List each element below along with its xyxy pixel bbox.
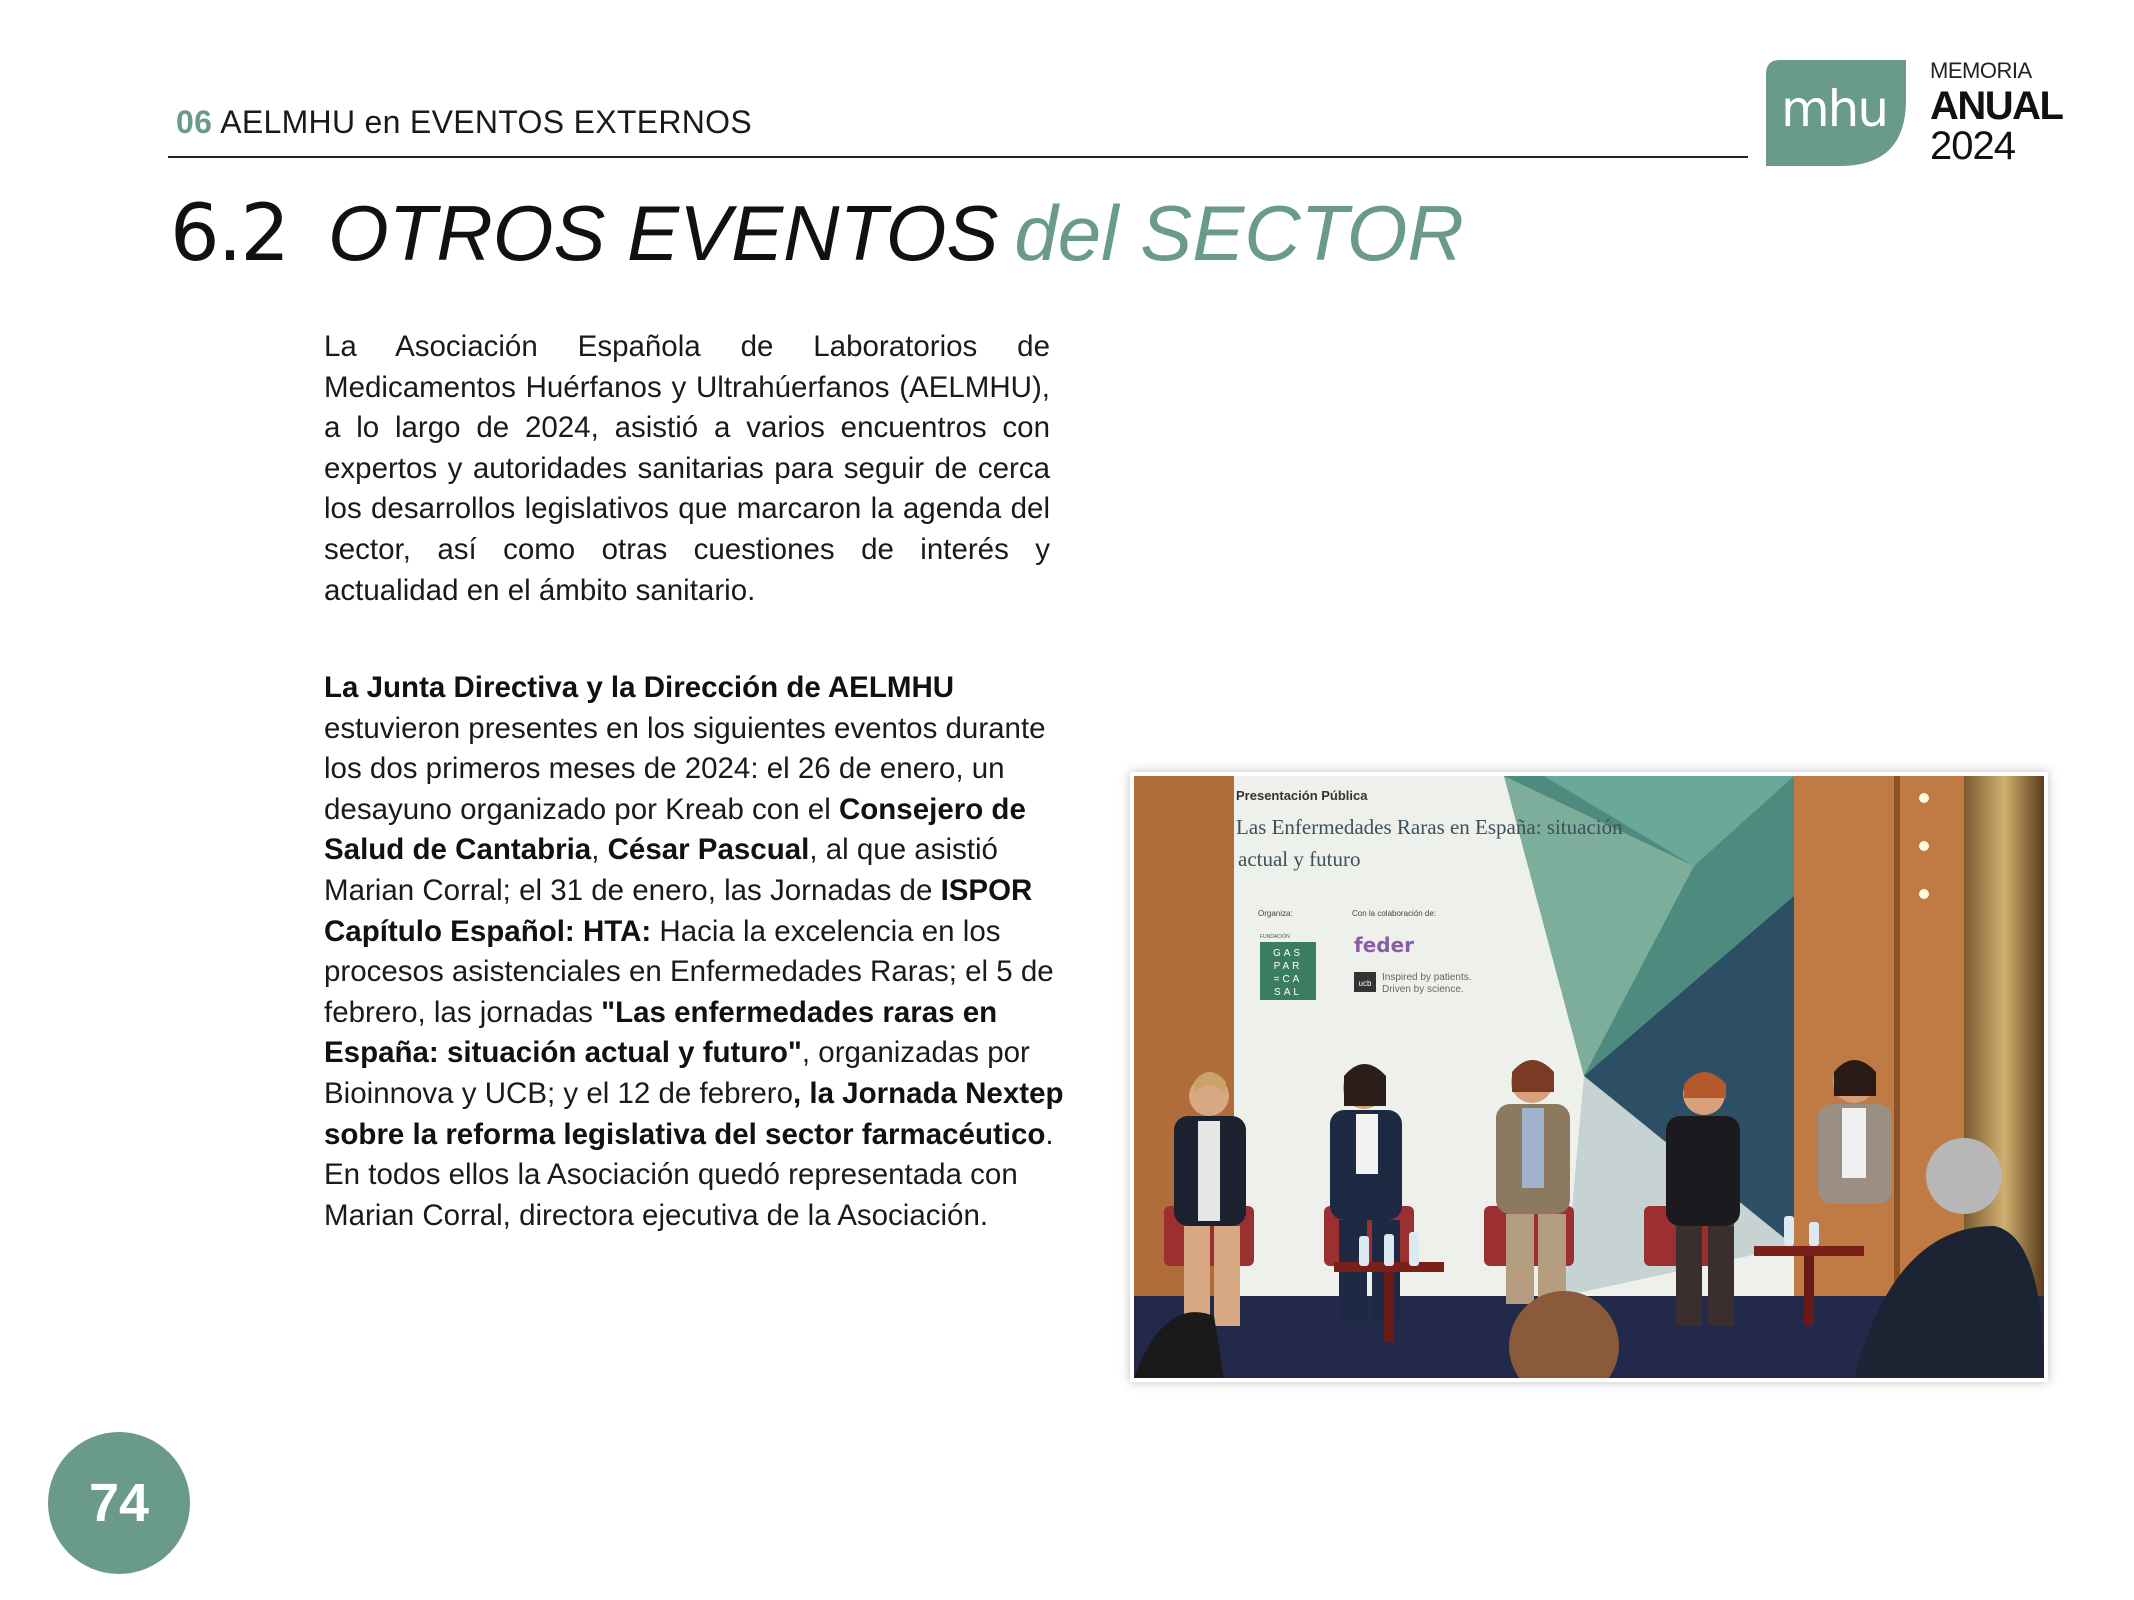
report-brand (1930, 60, 2062, 166)
logo-text: mhu (1780, 80, 1888, 138)
brand-anual: ANUAL (1930, 84, 2063, 128)
events-paragraph (324, 668, 1064, 1236)
body-text: , organizadas por Bioinnova y UCB; y el 12 de febrero (324, 1036, 1030, 1110)
title-part-2: del SECTOR (1014, 189, 1464, 277)
event-photo (1134, 776, 2044, 1378)
colab-label: Con la colaboración de: (1352, 909, 1437, 918)
bold-text: ISPOR Capítulo Español: HTA: (324, 873, 1033, 948)
organiza-label: Organiza: (1258, 909, 1293, 918)
gaspar-row: GAS (1272, 948, 1304, 959)
mhu-logo (1766, 60, 1906, 166)
feder-logo: feder (1354, 933, 1415, 957)
title-part-1: OTROS EVENTOS (328, 189, 999, 277)
body-text: Hacia la excelencia en los procesos asistenciales en Enfermedades Raras; el 5 de febrero, las jornadas (324, 914, 1054, 1029)
section-number: 06 (176, 104, 213, 140)
fundacion-label: FUNDACIÓN (1260, 934, 1290, 940)
gaspar-row: =CA (1273, 974, 1303, 985)
page-title (170, 188, 1464, 279)
intro-paragraph: La Asociación Española de Laboratorios de Medicamentos Huérfanos y Ultrahúerfanos (AELMHU), a lo largo de 2024, asistió a varios encuentros con expertos y autoridades sanitarias para seguir de cerca los desarrollos legislativos que marcaron la agenda del sector, así como otras cuestiones de interés y actualidad en el ámbito sanitario. (324, 330, 1050, 607)
ucb-tagline-2: Driven by science. (1382, 984, 1464, 995)
body-text: , al que asistió Marian Corral; el 31 de enero, las Jornadas de (324, 833, 998, 907)
ucb-tagline-1: Inspired by patients. (1382, 972, 1472, 983)
bold-text: , la Jornada Nextep sobre la reforma legislativa del sector farmacéutico (324, 1076, 1064, 1151)
ucb-mark: ucb (1358, 979, 1372, 988)
header-divider (168, 156, 1748, 158)
gaspar-row: SAL (1274, 987, 1302, 998)
page-number: 74 (48, 1432, 190, 1574)
section-title: AELMHU en EVENTOS EXTERNOS (220, 104, 753, 140)
body-text: . En todos ellos la Asociación quedó representada con Marian Corral, directora ejecutiva de la Asociación. (324, 1117, 1054, 1232)
banner-title-1: Las Enfermedades Raras en España: situación (1236, 815, 1623, 839)
bold-text: César Pascual (607, 833, 810, 867)
brand-year: 2024 (1930, 124, 2015, 168)
section-header (176, 104, 752, 141)
event-photo-frame (1130, 772, 2048, 1382)
bold-text: Consejero de Salud de Cantabria (324, 792, 1026, 867)
bold-text: "Las enfermedades raras en España: situación actual y futuro" (324, 995, 998, 1070)
brand-memoria: MEMORIA (1930, 58, 2032, 83)
bold-text: La Junta Directiva y la Dirección de AELMHU (324, 671, 955, 704)
body-text: , (591, 833, 608, 867)
body-text: estuvieron presentes en los siguientes eventos durante los dos primeros meses de 2024: el 26 de enero, un desayuno organizado por Kreab con el (324, 711, 1046, 826)
banner-kicker: Presentación Pública (1236, 788, 1368, 803)
title-number: 6.2 (170, 189, 289, 279)
banner-title-2: actual y futuro (1238, 847, 1361, 871)
gaspar-row: PAR (1273, 961, 1303, 972)
